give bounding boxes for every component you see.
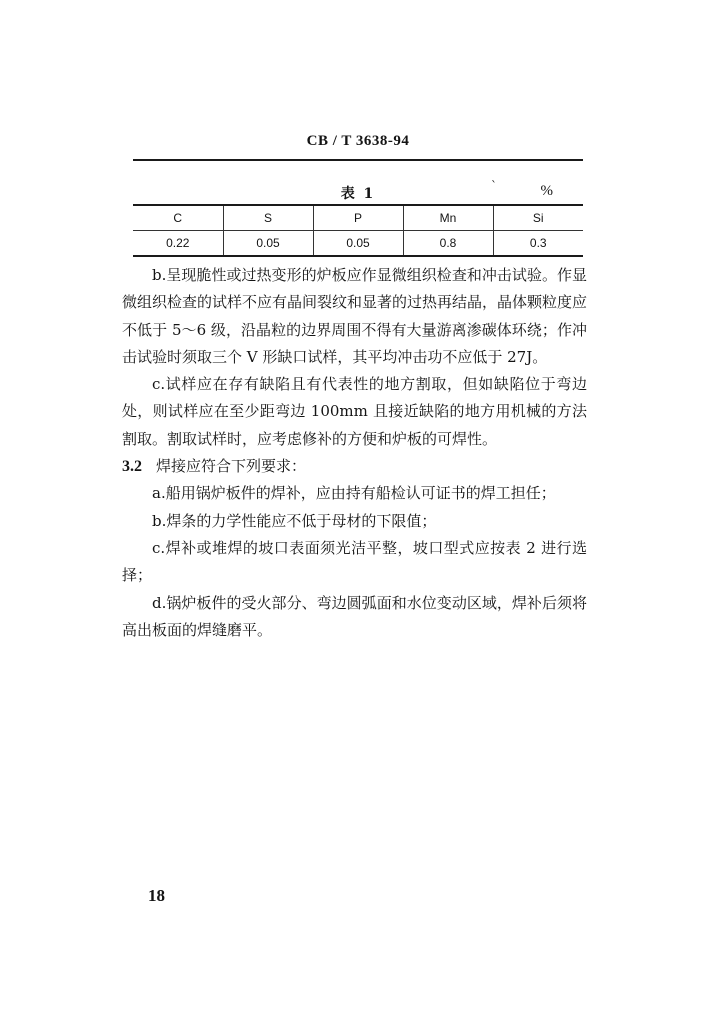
cell-s: 0.05 bbox=[223, 231, 313, 257]
table-header-row bbox=[133, 205, 583, 231]
cell-si: 0.3 bbox=[493, 231, 583, 257]
table-caption bbox=[133, 179, 583, 203]
column-header-si: Si bbox=[493, 205, 583, 231]
column-header-s: S bbox=[223, 205, 313, 231]
table-title: 表 1 bbox=[340, 186, 376, 202]
column-header-p: P bbox=[313, 205, 403, 231]
section-3-2-heading bbox=[122, 453, 587, 480]
cell-mn: 0.8 bbox=[403, 231, 493, 257]
column-header-c: C bbox=[133, 205, 223, 231]
body-text bbox=[122, 262, 587, 644]
list-item-d: d.锅炉板件的受火部分、弯边圆弧面和水位变动区域，焊补后须将高出板面的焊缝磨平。 bbox=[122, 593, 587, 639]
table-unit: % bbox=[540, 183, 553, 199]
page-number: 18 bbox=[148, 886, 165, 905]
standard-code-header: CB / T 3638-94 bbox=[306, 133, 410, 149]
composition-table bbox=[133, 204, 583, 257]
table-row bbox=[133, 231, 583, 257]
table-tick-mark: ` bbox=[491, 179, 497, 193]
list-item-b: b.焊条的力学性能应不低于母材的下限值； bbox=[152, 511, 437, 530]
cell-c: 0.22 bbox=[133, 231, 223, 257]
section-number: 3.2 bbox=[122, 458, 142, 476]
header-rule bbox=[133, 159, 583, 161]
cell-p: 0.05 bbox=[313, 231, 403, 257]
section-title: 焊接应符合下列要求： bbox=[156, 457, 307, 476]
paragraph-c: c.试样应在存有缺陷且有代表性的地方割取，但如缺陷位于弯边处，则试样应在至少距弯边 100mm 且接近缺陷的地方用机械的方法割取。割取试样时，应考虑修补的方便和炉板的可焊性。 bbox=[122, 375, 587, 448]
list-item-c: c.焊补或堆焊的坡口表面须光洁平整，坡口型式应按表 2 进行选择； bbox=[122, 538, 587, 585]
column-header-mn: Mn bbox=[403, 205, 493, 231]
list-item-a: a.船用锅炉板件的焊补，应由持有船检认可证书的焊工担任； bbox=[152, 484, 556, 503]
paragraph-b: b.呈现脆性或过热变形的炉板应作显微组织检查和冲击试验。作显微组织检查的试样不应有晶间裂纹和显著的过热再结晶，晶体颗粒度应不低于 5～6 级，沿晶粒的边界周围不得有大量游离渗碳体环绕；作冲击试验时须取三个 V 形缺口试样，其平均冲击功不应低于 27J。 bbox=[122, 266, 588, 366]
